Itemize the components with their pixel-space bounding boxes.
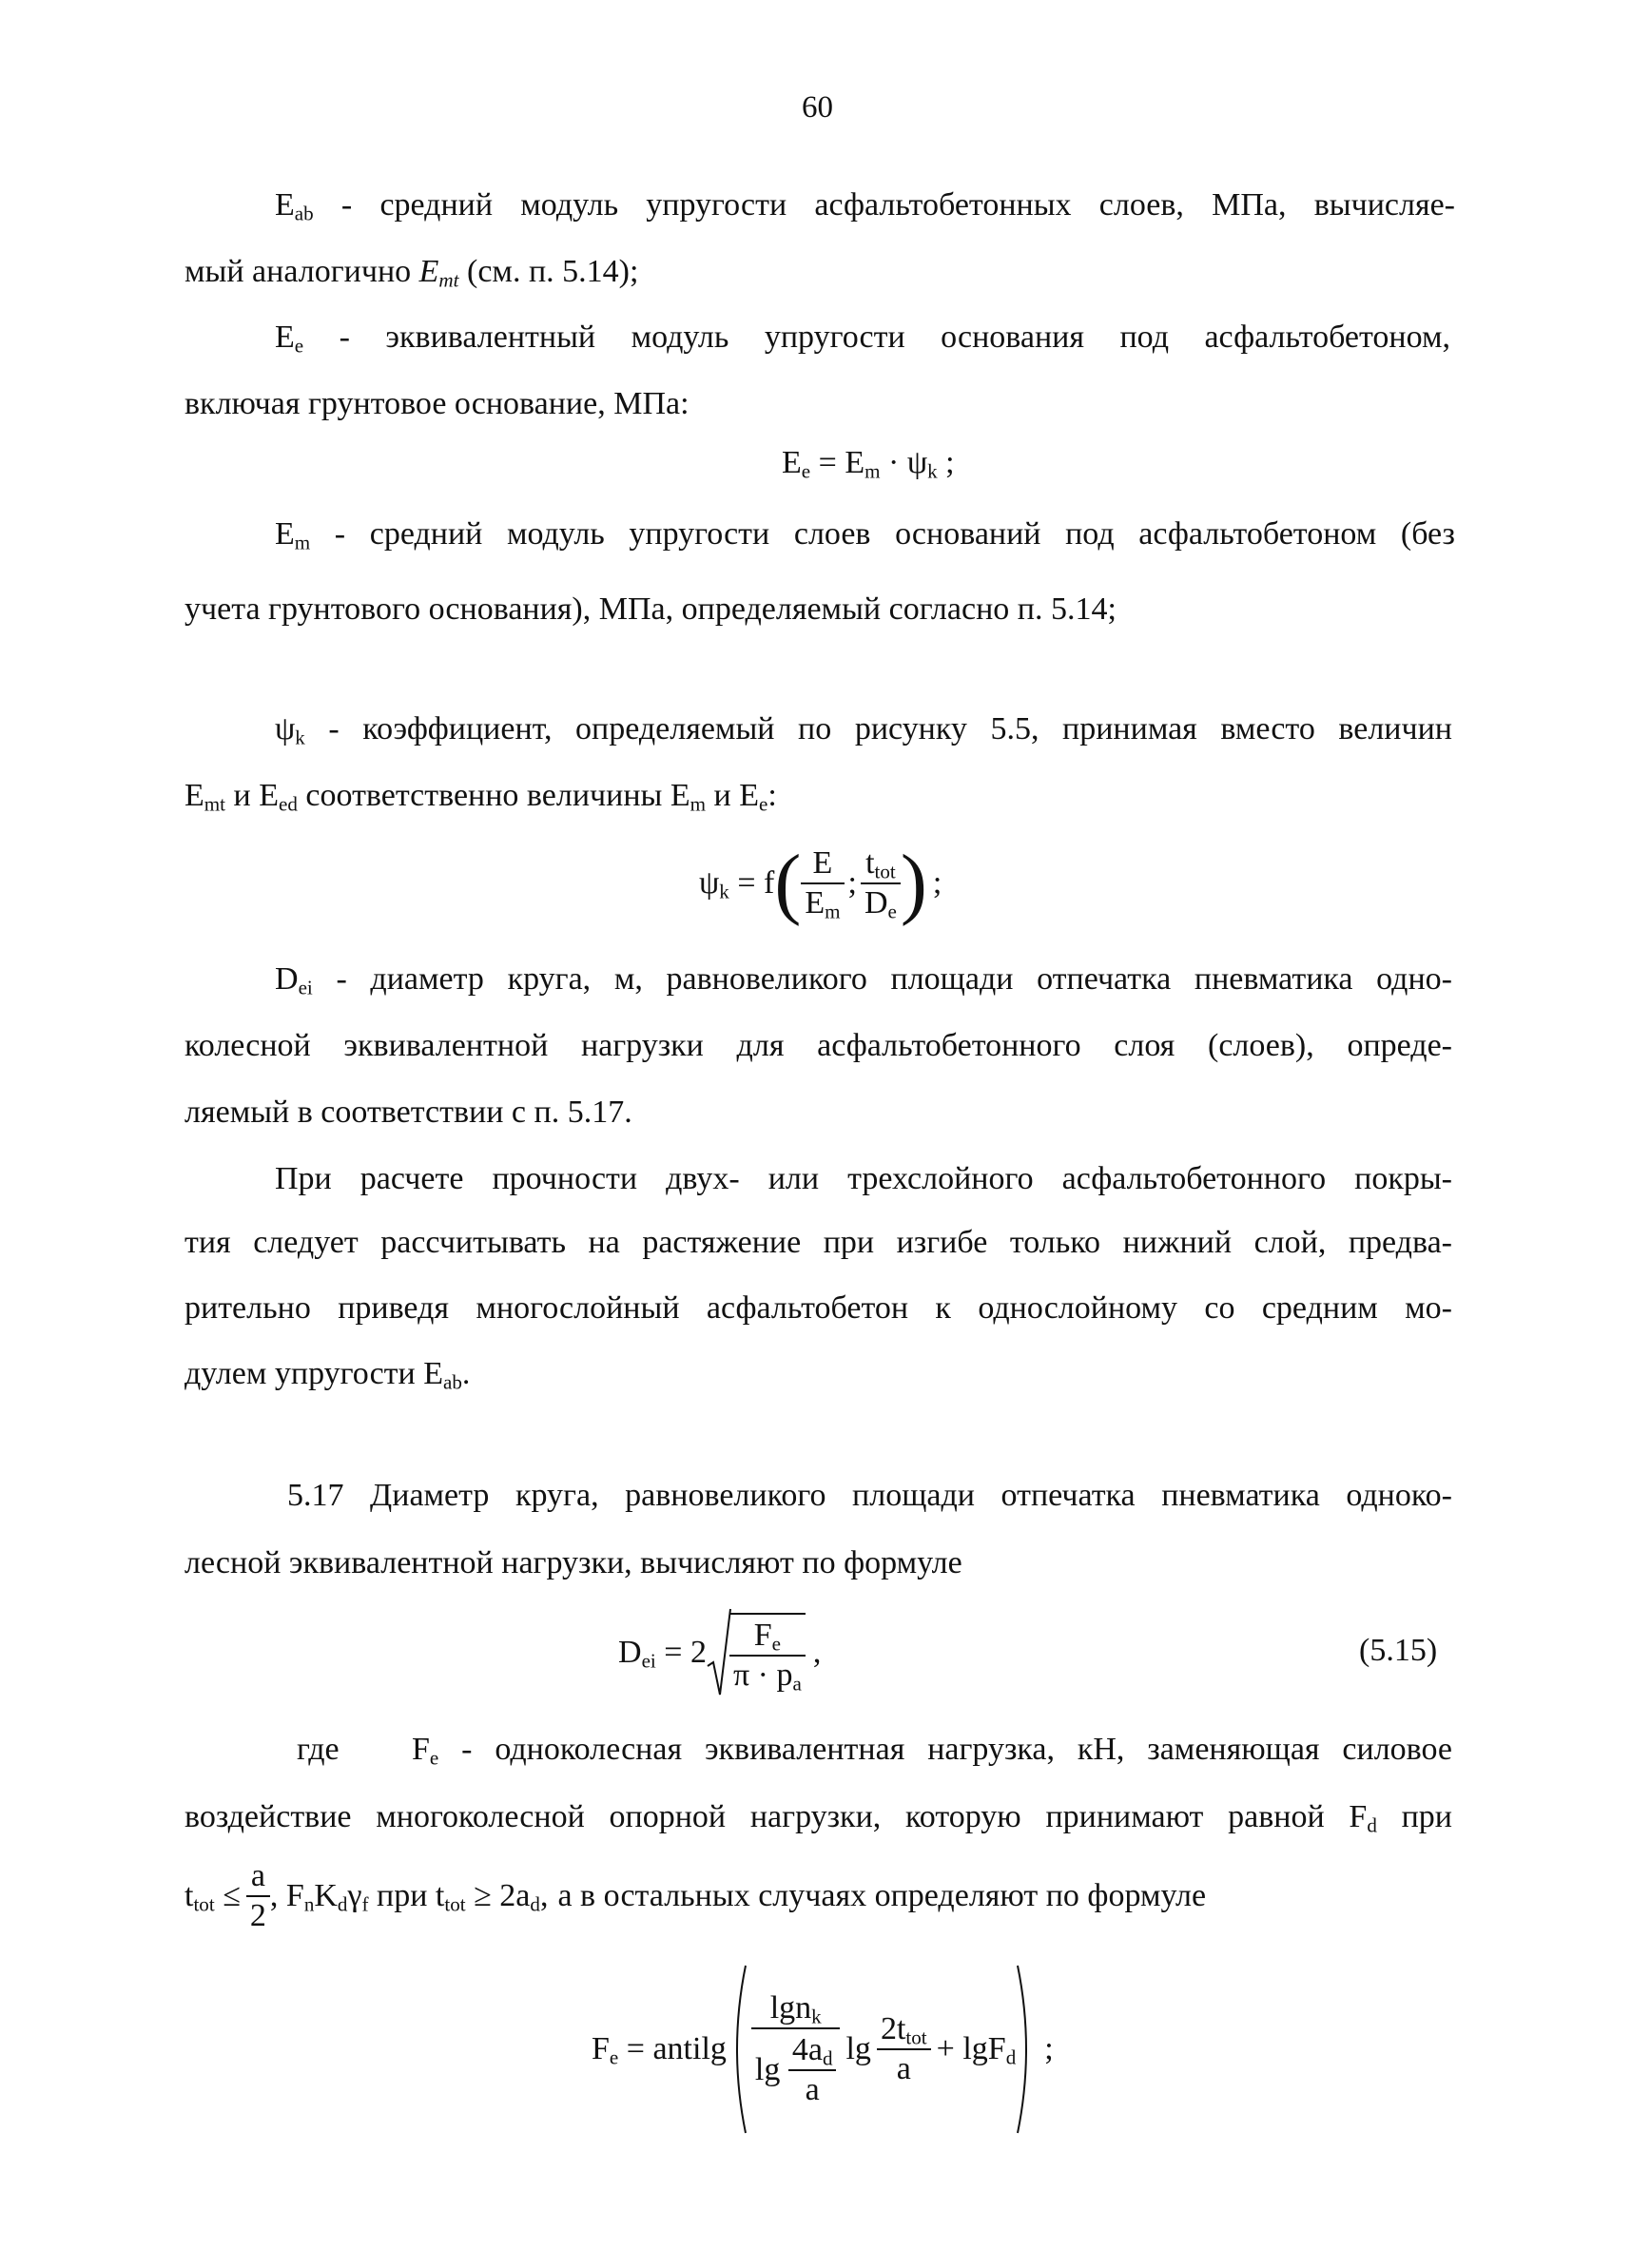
formula-fe: $F_e$ = antilg lgn$_k$ lg $\frac{4a_d}{a}$ lg $\frac{2t_{tot}}{a}$ + lgF$_d$ ; (592, 1964, 1054, 2135)
text-line: $E_e$ - эквивалентный модуль упругости основания под асфальтобетоном, (275, 320, 1450, 358)
text-line: мый аналогично $E_{mt}$ (см. п. 5.14); (185, 254, 639, 292)
text-line: $D_{ei}$ - диаметр круга, м, равновеликого площади отпечатка пневматика одно- (275, 961, 1452, 999)
page-number: 60 (802, 90, 833, 125)
text-line: учета грунтового основания), МПа, определяемый согласно п. 5.14; (185, 591, 1117, 627)
text-line: лесной эквивалентной нагрузки, вычисляют по формуле (185, 1545, 962, 1580)
equation-number: (5.15) (1359, 1633, 1438, 1668)
text-line: где (297, 1732, 340, 1767)
condition-line: $t_{tot}$ ≤ $\frac{a}{2}$ , $F_nK_d\gamma_f$ при $t_{tot} \ge 2a_d$, а в остальных случаях определяют по формуле (185, 1858, 1207, 1933)
text-line: $E_{mt}$ и $E_{ed}$ соответственно величины $E_m$ и $E_e$: (185, 778, 777, 816)
formula-psi: $\psi_k = f$( $\frac{E}{E_m}$ ; $\frac{t_{tot}}{D_e}$ ) ; (699, 839, 942, 927)
text-line: $F_e$ - одноколесная эквивалентная нагрузка, кН, заменяющая силовое (412, 1732, 1452, 1770)
formula-ee: $E_e = E_m \cdot \psi_k$ ; (782, 445, 955, 483)
text-line: $\psi_k$ - коэффициент, определяемый по рисунку 5.5, принимая вместо величин (275, 711, 1452, 749)
text-line: $E_{ab}$ - средний модуль упругости асфальтобетонных слоев, МПа, вычисляе- (275, 187, 1455, 225)
formula-dei: $D_{ei} = 2$ $\frac{F_e}{\pi \cdot p_a}$ , (618, 1607, 821, 1698)
text-line: При расчете прочности двух- или трехслойного асфальтобетонного покры- (275, 1161, 1452, 1196)
text-line: колесной эквивалентной нагрузки для асфальтобетонного слоя (слоев), опреде- (185, 1028, 1452, 1063)
text-line: включая грунтовое основание, МПа: (185, 386, 690, 421)
left-paren (727, 1964, 748, 2135)
text-line: воздействие многоколесной опорной нагрузки, которую принимают равной $F_d$ при (185, 1799, 1452, 1837)
text-line: ляемый в соответствии с п. 5.17. (185, 1095, 632, 1130)
text-line: тия следует рассчитывать на растяжение при изгибе только нижний слой, предва- (185, 1225, 1452, 1260)
text-line: дулем упругости $E_{ab}$. (185, 1356, 471, 1394)
text-line: $E_m$ - средний модуль упругости слоев оснований под асфальтобетоном (без (275, 516, 1455, 554)
right-paren (1016, 1964, 1037, 2135)
sqrt-sign (707, 1607, 731, 1698)
text-line: 5.17 Диаметр круга, равновеликого площади отпечатка пневматика одноко- (287, 1478, 1452, 1513)
text-line: рительно приведя многослойный асфальтобетон к однослойному со средним мо- (185, 1290, 1452, 1326)
